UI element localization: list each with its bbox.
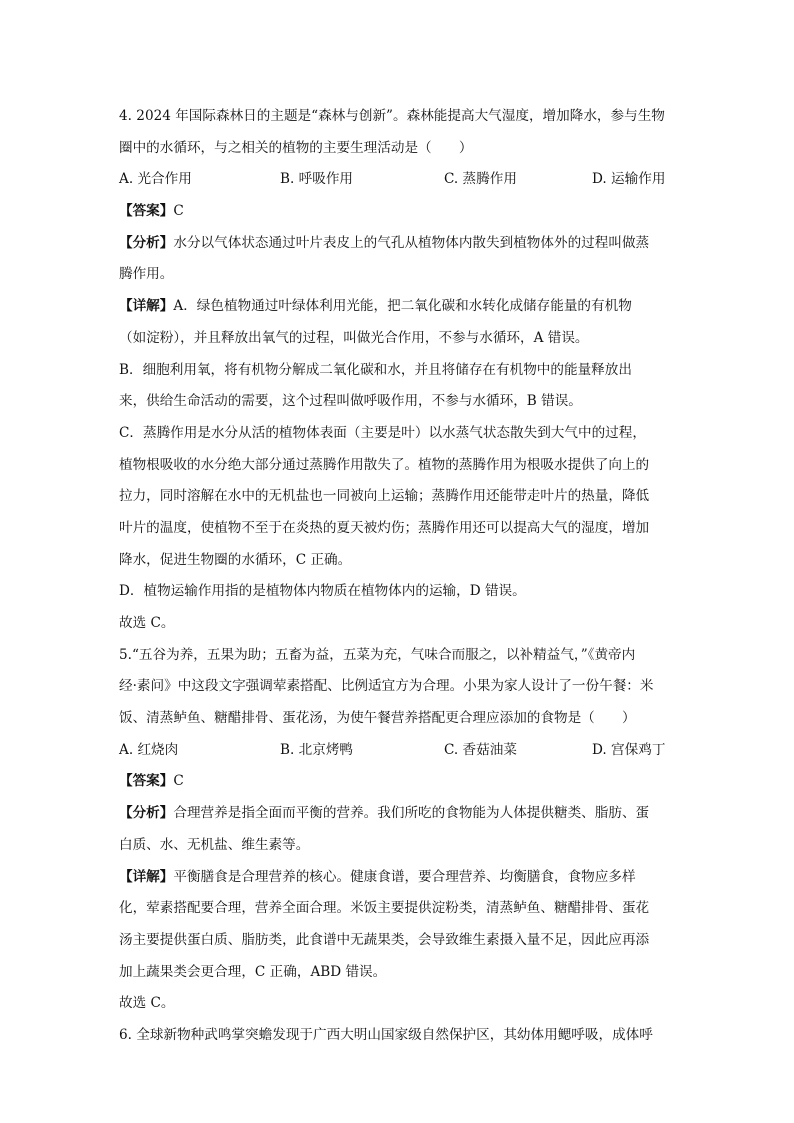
detail-tag: 【详解】 <box>119 868 174 885</box>
question-5-option-a: A. 红烧肉 <box>119 741 179 758</box>
question-4-detail-line-3: B．细胞利用氧，将有机物分解成二氧化碳和水，并且将储存在有机物中的能量释放出 <box>119 361 632 378</box>
question-5-detail-line-3: 汤主要提供蛋白质、脂肪类，此食谱中无蔬果类，会导致维生素摄入量不足，因此应再添 <box>119 931 650 948</box>
question-5-detail-line-1 <box>119 862 671 894</box>
question-4-detail-line-8: 叶片的温度，使植物不至于在炎热的夏天被灼伤；蒸腾作用还可以提高大气的湿度，增加 <box>119 519 650 536</box>
page-content <box>119 101 671 1052</box>
question-5-analysis-line-2: 白质、水、无机盐、维生素等。 <box>119 836 310 853</box>
analysis-tag: 【分析】 <box>119 805 174 822</box>
question-5-detail-line-4: 加上蔬果类会更合理，C 正确，ABD 错误。 <box>119 963 387 980</box>
answer-text: C <box>173 773 184 790</box>
question-4-answer <box>119 196 671 228</box>
question-5-analysis-line-1 <box>119 798 671 830</box>
question-4-detail-line-10: D．植物运输作用指的是植物体内物质在植物体内的运输，D 错误。 <box>119 583 526 600</box>
question-5-options <box>119 735 671 767</box>
question-4-option-b: B. 呼吸作用 <box>280 171 354 188</box>
question-4-detail-line-2: （如淀粉），并且释放出氧气的过程，叫做光合作用，不参与水循环，A 错误。 <box>119 329 589 346</box>
analysis-text: 水分以气体状态通过叶片表皮上的气孔从植物体内散失到植物体外的过程叫做蒸 <box>173 234 650 251</box>
question-4-detail-line-5: C．蒸腾作用是水分从活的植物体表面（主要是叶）以水蒸气状态散失到大气中的过程， <box>119 424 646 441</box>
question-5-option-b: B. 北京烤鸭 <box>280 741 354 758</box>
detail-text: 平衡膳食是合理营养的核心。健康食谱，要合理营养、均衡膳食，食物应多样 <box>173 868 636 885</box>
question-4-option-d: D. 运输作用 <box>592 171 666 188</box>
question-5-detail-line-2: 化，荤素搭配要合理，营养全面合理。米饭主要提供淀粉类，清蒸鲈鱼、糖醋排骨、蛋花 <box>119 900 650 917</box>
question-5-answer <box>119 766 671 798</box>
answer-tag: 【答案】 <box>119 773 174 790</box>
question-4-analysis-line-1 <box>119 228 671 260</box>
question-4-detail-line-9: 降水，促进生物圈的水循环，C 正确。 <box>119 551 352 568</box>
answer-tag: 【答案】 <box>119 203 174 220</box>
question-4-conclusion: 故选 C。 <box>119 615 175 631</box>
question-4-analysis-line-2: 腾作用。 <box>119 266 174 283</box>
question-6-stem-line-1: 6. 全球新物种武鸣掌突蟾发现于广西大明山国家级自然保护区，其幼体用鳃呼吸，成体呼 <box>119 1026 653 1043</box>
detail-tag: 【详解】 <box>119 298 174 315</box>
question-4-detail-line-6: 植物根吸收的水分绝大部分通过蒸腾作用散失了。植物的蒸腾作用为根吸水提供了向上的 <box>119 456 650 473</box>
question-4-options <box>119 164 671 196</box>
question-5-conclusion: 故选 C。 <box>119 995 175 1012</box>
analysis-tag: 【分析】 <box>119 234 174 251</box>
question-4-option-c: C. 蒸腾作用 <box>444 171 517 188</box>
answer-text: C <box>173 203 184 220</box>
question-5-stem-line-3: 饭、清蒸鲈鱼、糖醋排骨、蛋花汤，为使午餐营养搭配更合理应添加的食物是（ ） <box>119 710 636 727</box>
question-4-option-a: A. 光合作用 <box>119 171 192 188</box>
question-5-option-d: D. 宫保鸡丁 <box>592 741 666 758</box>
question-4-detail-line-4: 来，供给生命活动的需要，这个过程叫做呼吸作用，不参与水循环，B 错误。 <box>119 393 582 410</box>
question-5-stem-line-1: 5.“五谷为养，五果为助；五畜为益，五菜为充，气味合而服之，以补精益气，”《黄帝内 <box>119 646 636 663</box>
question-4-detail-line-7: 拉力，同时溶解在水中的无机盐也一同被向上运输；蒸腾作用还能带走叶片的热量，降低 <box>119 488 650 505</box>
question-4-stem-line-2: 圈中的水循环，与之相关的植物的主要生理活动是（ ） <box>119 139 473 156</box>
question-4-detail-line-1 <box>119 291 671 323</box>
question-5-option-c: C. 香菇油菜 <box>444 741 517 758</box>
question-4-stem-line-1: 4. 2024 年国际森林日的主题是“森林与创新”。森林能提高大气湿度，增加降水，参与生物 <box>119 108 665 124</box>
question-5-stem-line-2: 经·素问》中这段文字强调荤素搭配、比例适宜方为合理。小果为家人设计了一份午餐：米 <box>119 678 654 695</box>
analysis-text: 合理营养是指全面而平衡的营养。我们所吃的食物能为人体提供糖类、脂肪、蛋 <box>173 805 650 822</box>
detail-text: A．绿色植物通过叶绿体利用光能，把二氧化碳和水转化成储存能量的有机物 <box>173 298 632 315</box>
